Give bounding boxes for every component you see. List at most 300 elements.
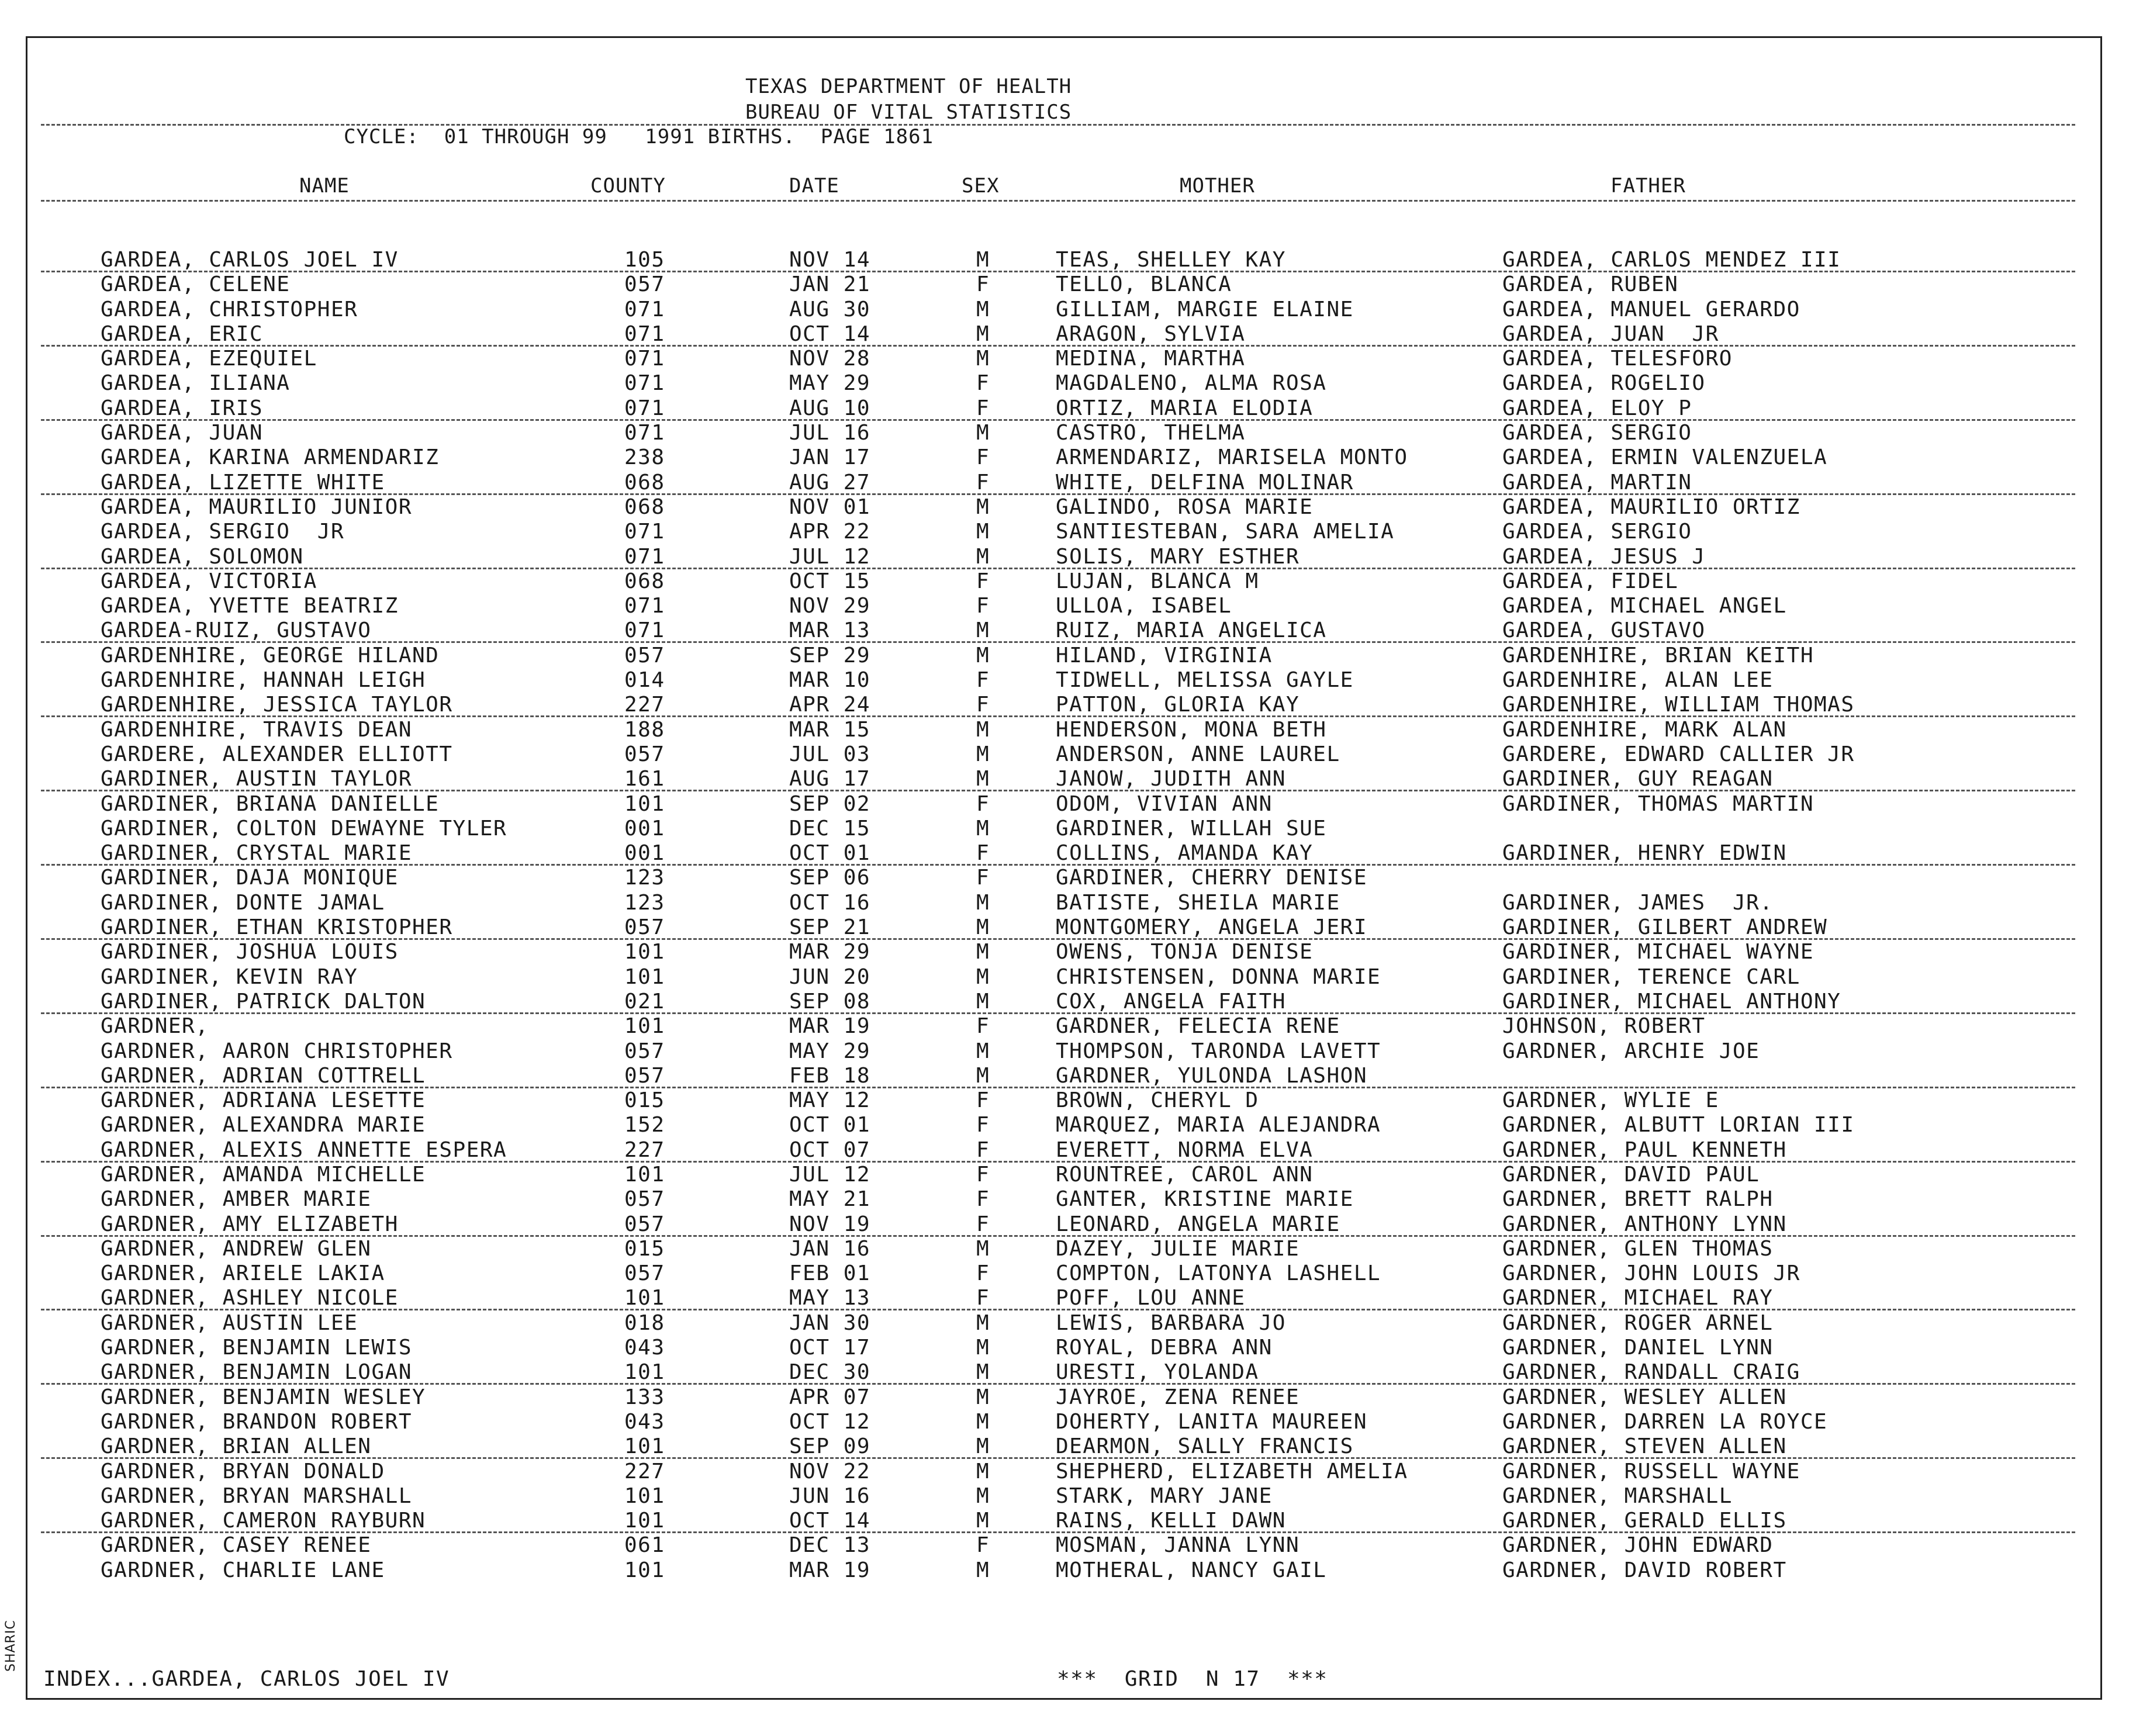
- cell-father: GARDEA, ELOY P: [1502, 396, 1692, 420]
- table-row: [0, 866, 2129, 890]
- cell-county: 101: [624, 1286, 665, 1310]
- cell-date: OCT 16: [789, 890, 871, 915]
- cell-father: GARDEA, ROGELIO: [1502, 371, 1706, 396]
- cell-father: GARDENHIRE, BRIAN KEITH: [1502, 643, 1814, 668]
- table-row: [0, 545, 2129, 569]
- cell-name: GARDINER, DAJA MONIQUE: [101, 866, 399, 890]
- cell-sex: F: [976, 1113, 990, 1137]
- index-footer: INDEX...GARDEA, CARLOS JOEL IV: [43, 1667, 450, 1691]
- cell-sex: F: [976, 1187, 990, 1212]
- table-row: [0, 618, 2129, 643]
- cell-date: SEP 21: [789, 915, 871, 940]
- cell-county: 101: [624, 1014, 665, 1039]
- cell-mother: SANTIESTEBAN, SARA AMELIA: [1056, 520, 1395, 544]
- table-row: [0, 347, 2129, 371]
- cell-father: GARDNER, WESLEY ALLEN: [1502, 1385, 1787, 1409]
- cell-name: GARDNER, CHARLIE LANE: [101, 1558, 385, 1582]
- cell-sex: M: [976, 816, 990, 841]
- cell-name: GARDINER, PATRICK DALTON: [101, 989, 426, 1014]
- table-row: [0, 445, 2129, 470]
- cell-father: GARDEA, ERMIN VALENZUELA: [1502, 445, 1828, 470]
- cell-sex: F: [976, 1162, 990, 1187]
- cell-sex: M: [976, 544, 990, 569]
- cell-father: GARDNER, RUSSELL WAYNE: [1502, 1459, 1800, 1483]
- cell-sex: M: [976, 643, 990, 668]
- cell-name: GARDINER, BRIANA DANIELLE: [101, 791, 440, 816]
- cell-name: GARDEA, KARINA ARMENDARIZ: [101, 445, 440, 470]
- cell-father: GARDNER, DANIEL LYNN: [1502, 1336, 1774, 1360]
- cell-name: GARDNER, BENJAMIN LEWIS: [101, 1336, 412, 1360]
- cell-sex: M: [976, 717, 990, 742]
- table-row: [0, 965, 2129, 990]
- cell-county: 071: [624, 297, 665, 321]
- cell-father: GARDNER, WYLIE E: [1502, 1088, 1719, 1113]
- cell-name: GARDEA, EZEQUIEL: [101, 347, 317, 371]
- cell-father: GARDINER, MICHAEL WAYNE: [1502, 940, 1814, 964]
- cell-mother: SHEPHERD, ELIZABETH AMELIA: [1056, 1459, 1408, 1483]
- cell-sex: F: [976, 668, 990, 693]
- cell-sex: F: [976, 1088, 990, 1113]
- cell-mother: MARQUEZ, MARIA ALEJANDRA: [1056, 1113, 1381, 1137]
- cell-name: GARDINER, CRYSTAL MARIE: [101, 841, 412, 866]
- cell-sex: M: [976, 1385, 990, 1409]
- cell-mother: DOHERTY, LANITA MAUREEN: [1056, 1409, 1367, 1434]
- cell-sex: M: [976, 767, 990, 791]
- table-row: [0, 915, 2129, 940]
- table-row: [0, 1533, 2129, 1558]
- cell-mother: LEWIS, BARBARA JO: [1056, 1310, 1286, 1335]
- table-row: [0, 1484, 2129, 1509]
- cell-mother: HILAND, VIRGINIA: [1056, 643, 1273, 668]
- cell-date: APR 22: [789, 520, 871, 544]
- cell-county: 071: [624, 520, 665, 544]
- cell-sex: M: [976, 618, 990, 643]
- table-row: [0, 841, 2129, 866]
- cell-mother: GALINDO, ROSA MARIE: [1056, 494, 1314, 519]
- cell-sex: F: [976, 396, 990, 420]
- cell-county: 068: [624, 569, 665, 593]
- cell-county: 057: [624, 915, 665, 940]
- cell-father: GARDNER, DARREN LA ROYCE: [1502, 1409, 1828, 1434]
- cell-sex: M: [976, 520, 990, 544]
- cell-father: GARDNER, DAVID ROBERT: [1502, 1558, 1787, 1582]
- cell-county: 152: [624, 1113, 665, 1137]
- cell-mother: HENDERSON, MONA BETH: [1056, 717, 1327, 742]
- cell-mother: WHITE, DELFINA MOLINAR: [1056, 470, 1354, 494]
- cell-date: MAY 21: [789, 1187, 871, 1212]
- cell-county: 015: [624, 1088, 665, 1113]
- cell-date: MAR 15: [789, 717, 871, 742]
- cell-mother: CASTRO, THELMA: [1056, 421, 1246, 445]
- table-row: [0, 1163, 2129, 1187]
- cell-mother: COLLINS, AMANDA KAY: [1056, 841, 1314, 866]
- table-row: [0, 322, 2129, 347]
- cell-name: GARDINER, JOSHUA LOUIS: [101, 940, 399, 964]
- side-tag: SHARIC: [4, 1620, 18, 1672]
- cell-date: NOV 19: [789, 1212, 871, 1236]
- cell-father: GARDNER, GLEN THOMAS: [1502, 1236, 1774, 1261]
- cell-sex: F: [976, 445, 990, 470]
- cell-county: 101: [624, 964, 665, 989]
- cell-father: GARDINER, MICHAEL ANTHONY: [1502, 989, 1841, 1014]
- cell-name: GARDNER, BRIAN ALLEN: [101, 1434, 372, 1459]
- cell-date: JAN 21: [789, 272, 871, 297]
- cell-sex: M: [976, 347, 990, 371]
- cell-county: 001: [624, 816, 665, 841]
- cell-date: DEC 15: [789, 816, 871, 841]
- table-row: [0, 644, 2129, 668]
- cell-sex: M: [976, 494, 990, 519]
- cell-mother: DEARMON, SALLY FRANCIS: [1056, 1434, 1354, 1459]
- cell-sex: F: [976, 1286, 990, 1310]
- cell-date: MAR 13: [789, 618, 871, 643]
- cell-county: 057: [624, 1261, 665, 1286]
- cell-date: OCT 01: [789, 841, 871, 866]
- cell-father: GARDNER, ANTHONY LYNN: [1502, 1212, 1787, 1236]
- table-row: [0, 792, 2129, 817]
- cell-mother: COX, ANGELA FAITH: [1056, 989, 1286, 1014]
- cell-mother: ARAGON, SYLVIA: [1056, 321, 1246, 346]
- cell-father: GARDNER, ROGER ARNEL: [1502, 1310, 1774, 1335]
- cell-name: GARDNER, ADRIANA LESETTE: [101, 1088, 426, 1113]
- table-row: [0, 1336, 2129, 1360]
- cell-name: GARDEA, CARLOS JOEL IV: [101, 248, 399, 272]
- cell-mother: GILLIAM, MARGIE ELAINE: [1056, 297, 1354, 321]
- cell-name: GARDEA, ILIANA: [101, 371, 291, 396]
- cell-sex: M: [976, 1039, 990, 1063]
- cell-date: OCT 14: [789, 1509, 871, 1533]
- cell-mother: MONTGOMERY, ANGELA JERI: [1056, 915, 1367, 940]
- cell-county: 238: [624, 445, 665, 470]
- cell-date: SEP 29: [789, 643, 871, 668]
- cell-name: GARDNER, AARON CHRISTOPHER: [101, 1039, 453, 1063]
- cell-father: GARDENHIRE, WILLIAM THOMAS: [1502, 693, 1855, 717]
- cell-mother: MEDINA, MARTHA: [1056, 347, 1246, 371]
- cell-sex: M: [976, 297, 990, 321]
- cell-name: GARDEA, VICTORIA: [101, 569, 317, 593]
- table-row: [0, 817, 2129, 841]
- cell-sex: F: [976, 569, 990, 593]
- cell-mother: JANOW, JUDITH ANN: [1056, 767, 1286, 791]
- cell-mother: CHRISTENSEN, DONNA MARIE: [1056, 964, 1381, 989]
- table-row: [0, 1558, 2129, 1583]
- cell-date: JAN 16: [789, 1236, 871, 1261]
- cell-father: GARDEA, RUBEN: [1502, 272, 1679, 297]
- cell-sex: M: [976, 1459, 990, 1483]
- cell-date: SEP 02: [789, 791, 871, 816]
- cell-mother: DAZEY, JULIE MARIE: [1056, 1236, 1300, 1261]
- cell-sex: F: [976, 1137, 990, 1162]
- cell-mother: GANTER, KRISTINE MARIE: [1056, 1187, 1354, 1212]
- cell-sex: F: [976, 841, 990, 866]
- table-row: [0, 421, 2129, 445]
- cycle-line: CYCLE: 01 THROUGH 99 1991 BIRTHS. PAGE 1861: [344, 125, 934, 148]
- cell-mother: JAYROE, ZENA RENEE: [1056, 1385, 1300, 1409]
- grid-footer: *** GRID N 17 ***: [1057, 1667, 1328, 1691]
- cell-mother: ULLOA, ISABEL: [1056, 594, 1232, 618]
- cell-father: GARDINER, GUY REAGAN: [1502, 767, 1774, 791]
- cell-sex: M: [976, 1434, 990, 1459]
- cell-county: 188: [624, 717, 665, 742]
- cell-father: GARDNER, BRETT RALPH: [1502, 1187, 1774, 1212]
- cell-father: GARDINER, TERENCE CARL: [1502, 964, 1800, 989]
- agency-title: TEXAS DEPARTMENT OF HEALTH: [745, 75, 1072, 98]
- cell-mother: OWENS, TONJA DENISE: [1056, 940, 1314, 964]
- cell-county: 071: [624, 618, 665, 643]
- table-row: [0, 1261, 2129, 1286]
- cell-mother: STARK, MARY JANE: [1056, 1483, 1273, 1508]
- cell-mother: ANDERSON, ANNE LAUREL: [1056, 742, 1340, 766]
- cell-name: GARDEA, CELENE: [101, 272, 291, 297]
- table-row: [0, 1138, 2129, 1163]
- cell-date: OCT 15: [789, 569, 871, 593]
- table-row: [0, 767, 2129, 791]
- cell-mother: RAINS, KELLI DAWN: [1056, 1509, 1286, 1533]
- cell-date: JUL 12: [789, 544, 871, 569]
- cell-county: 101: [624, 940, 665, 964]
- cell-father: GARDNER, ALBUTT LORIAN III: [1502, 1113, 1855, 1137]
- cell-father: GARDNER, MICHAEL RAY: [1502, 1286, 1774, 1310]
- table-row: [0, 1509, 2129, 1533]
- cell-mother: TEAS, SHELLEY KAY: [1056, 248, 1286, 272]
- table-row: [0, 693, 2129, 717]
- cell-date: AUG 17: [789, 767, 871, 791]
- cell-date: MAY 13: [789, 1286, 871, 1310]
- cell-mother: ROYAL, DEBRA ANN: [1056, 1336, 1273, 1360]
- cell-date: MAR 10: [789, 668, 871, 693]
- cell-mother: GARDINER, WILLAH SUE: [1056, 816, 1327, 841]
- cell-sex: M: [976, 1409, 990, 1434]
- cell-mother: ORTIZ, MARIA ELODIA: [1056, 396, 1314, 420]
- cell-date: OCT 01: [789, 1113, 871, 1137]
- cell-name: GARDINER, DONTE JAMAL: [101, 890, 385, 915]
- cell-sex: F: [976, 1212, 990, 1236]
- cell-mother: GARDNER, FELECIA RENE: [1056, 1014, 1340, 1039]
- cell-name: GARDENHIRE, JESSICA TAYLOR: [101, 693, 453, 717]
- cell-date: JAN 30: [789, 1310, 871, 1335]
- cell-date: SEP 06: [789, 866, 871, 890]
- cell-name: GARDNER, BENJAMIN WESLEY: [101, 1385, 426, 1409]
- cell-father: GARDEA, SERGIO: [1502, 421, 1692, 445]
- cell-father: GARDNER, STEVEN ALLEN: [1502, 1434, 1787, 1459]
- table-row: [0, 1410, 2129, 1434]
- cell-mother: LEONARD, ANGELA MARIE: [1056, 1212, 1340, 1236]
- table-row: [0, 1113, 2129, 1137]
- cell-father: GARDINER, JAMES JR.: [1502, 890, 1774, 915]
- cell-date: MAY 29: [789, 371, 871, 396]
- cell-sex: M: [976, 1558, 990, 1582]
- cell-county: 043: [624, 1336, 665, 1360]
- table-row: [0, 1212, 2129, 1237]
- cell-father: GARDINER, HENRY EDWIN: [1502, 841, 1787, 866]
- table-row: [0, 718, 2129, 742]
- cell-date: MAY 12: [789, 1088, 871, 1113]
- cell-date: NOV 29: [789, 594, 871, 618]
- col-header-name: NAME: [299, 174, 350, 198]
- cell-father: GARDEA, JESUS J: [1502, 544, 1706, 569]
- cell-mother: COMPTON, LATONYA LASHELL: [1056, 1261, 1381, 1286]
- cell-county: 071: [624, 371, 665, 396]
- cell-name: GARDNER, AMBER MARIE: [101, 1187, 372, 1212]
- cell-name: GARDENHIRE, HANNAH LEIGH: [101, 668, 426, 693]
- cell-father: GARDEA, SERGIO: [1502, 520, 1692, 544]
- cell-sex: F: [976, 866, 990, 890]
- cell-name: GARDEA, SERGIO JR: [101, 520, 345, 544]
- cell-sex: M: [976, 1483, 990, 1508]
- cell-sex: M: [976, 1336, 990, 1360]
- cell-name: GARDEA, SOLOMON: [101, 544, 304, 569]
- cell-date: AUG 10: [789, 396, 871, 420]
- cell-mother: MOTHERAL, NANCY GAIL: [1056, 1558, 1327, 1582]
- table-row: [0, 248, 2129, 272]
- cell-father: GARDNER, MARSHALL: [1502, 1483, 1733, 1508]
- cell-county: 123: [624, 866, 665, 890]
- cell-name: GARDNER, BRANDON ROBERT: [101, 1409, 412, 1434]
- cell-mother: THOMPSON, TARONDA LAVETT: [1056, 1039, 1381, 1063]
- cell-name: GARDINER, AUSTIN TAYLOR: [101, 767, 412, 791]
- table-row: [0, 495, 2129, 520]
- cell-date: NOV 22: [789, 1459, 871, 1483]
- cell-mother: BATISTE, SHEILA MARIE: [1056, 890, 1340, 915]
- cell-mother: PATTON, GLORIA KAY: [1056, 693, 1300, 717]
- cell-father: GARDNER, RANDALL CRAIG: [1502, 1360, 1800, 1385]
- cell-county: 105: [624, 248, 665, 272]
- col-header-sex: SEX: [962, 174, 1000, 198]
- cell-county: 101: [624, 1558, 665, 1582]
- cell-county: 227: [624, 1137, 665, 1162]
- cell-name: GARDNER, AUSTIN LEE: [101, 1310, 358, 1335]
- cell-county: 057: [624, 1039, 665, 1063]
- cell-date: NOV 01: [789, 494, 871, 519]
- cell-name: GARDEA, YVETTE BEATRIZ: [101, 594, 399, 618]
- table-row: [0, 272, 2129, 297]
- cell-name: GARDNER, ASHLEY NICOLE: [101, 1286, 399, 1310]
- cell-county: 057: [624, 272, 665, 297]
- cell-father: JOHNSON, ROBERT: [1502, 1014, 1706, 1039]
- cell-father: GARDENHIRE, ALAN LEE: [1502, 668, 1774, 693]
- cell-sex: M: [976, 1236, 990, 1261]
- cell-name: GARDINER, KEVIN RAY: [101, 964, 358, 989]
- col-header-father: FATHER: [1610, 174, 1686, 198]
- cell-sex: F: [976, 1014, 990, 1039]
- table-row: [0, 1064, 2129, 1088]
- col-header-mother: MOTHER: [1180, 174, 1255, 198]
- cell-sex: F: [976, 693, 990, 717]
- cell-county: 057: [624, 1187, 665, 1212]
- cell-sex: M: [976, 421, 990, 445]
- table-row: [0, 940, 2129, 964]
- cell-mother: GARDNER, YULONDA LASHON: [1056, 1063, 1367, 1088]
- cell-name: GARDENHIRE, GEORGE HILAND: [101, 643, 440, 668]
- table-row: [0, 1088, 2129, 1113]
- cell-date: NOV 28: [789, 347, 871, 371]
- cell-father: GARDNER, DAVID PAUL: [1502, 1162, 1760, 1187]
- cell-county: 101: [624, 791, 665, 816]
- cell-father: GARDEA, GUSTAVO: [1502, 618, 1706, 643]
- cell-sex: M: [976, 964, 990, 989]
- cell-date: FEB 01: [789, 1261, 871, 1286]
- cell-sex: F: [976, 594, 990, 618]
- cell-mother: RUIZ, MARIA ANGELICA: [1056, 618, 1327, 643]
- cell-mother: LUJAN, BLANCA M: [1056, 569, 1259, 593]
- cell-mother: ROUNTREE, CAROL ANN: [1056, 1162, 1314, 1187]
- cell-county: 101: [624, 1360, 665, 1385]
- cell-date: MAR 19: [789, 1014, 871, 1039]
- bureau-title: BUREAU OF VITAL STATISTICS: [745, 101, 1072, 124]
- cell-sex: M: [976, 989, 990, 1014]
- cell-date: JUL 03: [789, 742, 871, 766]
- cell-date: JUN 16: [789, 1483, 871, 1508]
- cell-sex: M: [976, 742, 990, 766]
- table-row: [0, 990, 2129, 1014]
- cell-name: GARDEA-RUIZ, GUSTAVO: [101, 618, 372, 643]
- cell-county: 101: [624, 1162, 665, 1187]
- table-row: [0, 742, 2129, 767]
- cell-father: GARDEA, MANUEL GERARDO: [1502, 297, 1800, 321]
- cell-sex: F: [976, 791, 990, 816]
- cell-date: APR 07: [789, 1385, 871, 1409]
- cell-date: SEP 08: [789, 989, 871, 1014]
- cell-date: APR 24: [789, 693, 871, 717]
- cell-name: GARDEA, IRIS: [101, 396, 264, 420]
- cell-county: 227: [624, 693, 665, 717]
- cell-date: OCT 07: [789, 1137, 871, 1162]
- cell-county: 057: [624, 643, 665, 668]
- cell-mother: MAGDALENO, ALMA ROSA: [1056, 371, 1327, 396]
- cell-name: GARDNER, ANDREW GLEN: [101, 1236, 372, 1261]
- cell-name: GARDEA, JUAN: [101, 421, 264, 445]
- cell-date: MAY 29: [789, 1039, 871, 1063]
- cell-father: GARDINER, THOMAS MARTIN: [1502, 791, 1814, 816]
- cell-county: 001: [624, 841, 665, 866]
- cell-sex: F: [976, 371, 990, 396]
- cell-date: OCT 17: [789, 1336, 871, 1360]
- cell-name: GARDNER, CASEY RENEE: [101, 1533, 372, 1558]
- cell-county: 057: [624, 742, 665, 766]
- table-row: [0, 569, 2129, 594]
- cell-county: 071: [624, 594, 665, 618]
- cell-name: GARDNER, BRYAN DONALD: [101, 1459, 385, 1483]
- table-row: [0, 668, 2129, 693]
- cell-county: 015: [624, 1236, 665, 1261]
- column-header-divider: [41, 200, 2075, 202]
- cell-father: GARDEA, MARTIN: [1502, 470, 1692, 494]
- cell-father: GARDNER, ARCHIE JOE: [1502, 1039, 1760, 1063]
- cell-sex: F: [976, 1261, 990, 1286]
- cell-name: GARDERE, ALEXANDER ELLIOTT: [101, 742, 453, 766]
- table-row: [0, 1039, 2129, 1064]
- cell-date: JUL 12: [789, 1162, 871, 1187]
- cell-father: GARDNER, PAUL KENNETH: [1502, 1137, 1787, 1162]
- cell-father: GARDINER, GILBERT ANDREW: [1502, 915, 1828, 940]
- table-row: [0, 1187, 2129, 1212]
- cell-name: GARDINER, ETHAN KRISTOPHER: [101, 915, 453, 940]
- cell-mother: SOLIS, MARY ESTHER: [1056, 544, 1300, 569]
- cell-father: GARDEA, CARLOS MENDEZ III: [1502, 248, 1841, 272]
- cell-name: GARDNER, AMANDA MICHELLE: [101, 1162, 426, 1187]
- cell-mother: BROWN, CHERYL D: [1056, 1088, 1259, 1113]
- cell-county: 043: [624, 1409, 665, 1434]
- cell-date: JUL 16: [789, 421, 871, 445]
- cell-county: 071: [624, 396, 665, 420]
- table-row: [0, 1014, 2129, 1039]
- table-row: [0, 1286, 2129, 1310]
- cell-county: 227: [624, 1459, 665, 1483]
- cell-sex: M: [976, 1310, 990, 1335]
- table-row: [0, 1237, 2129, 1261]
- cell-father: GARDENHIRE, MARK ALAN: [1502, 717, 1787, 742]
- cell-date: NOV 14: [789, 248, 871, 272]
